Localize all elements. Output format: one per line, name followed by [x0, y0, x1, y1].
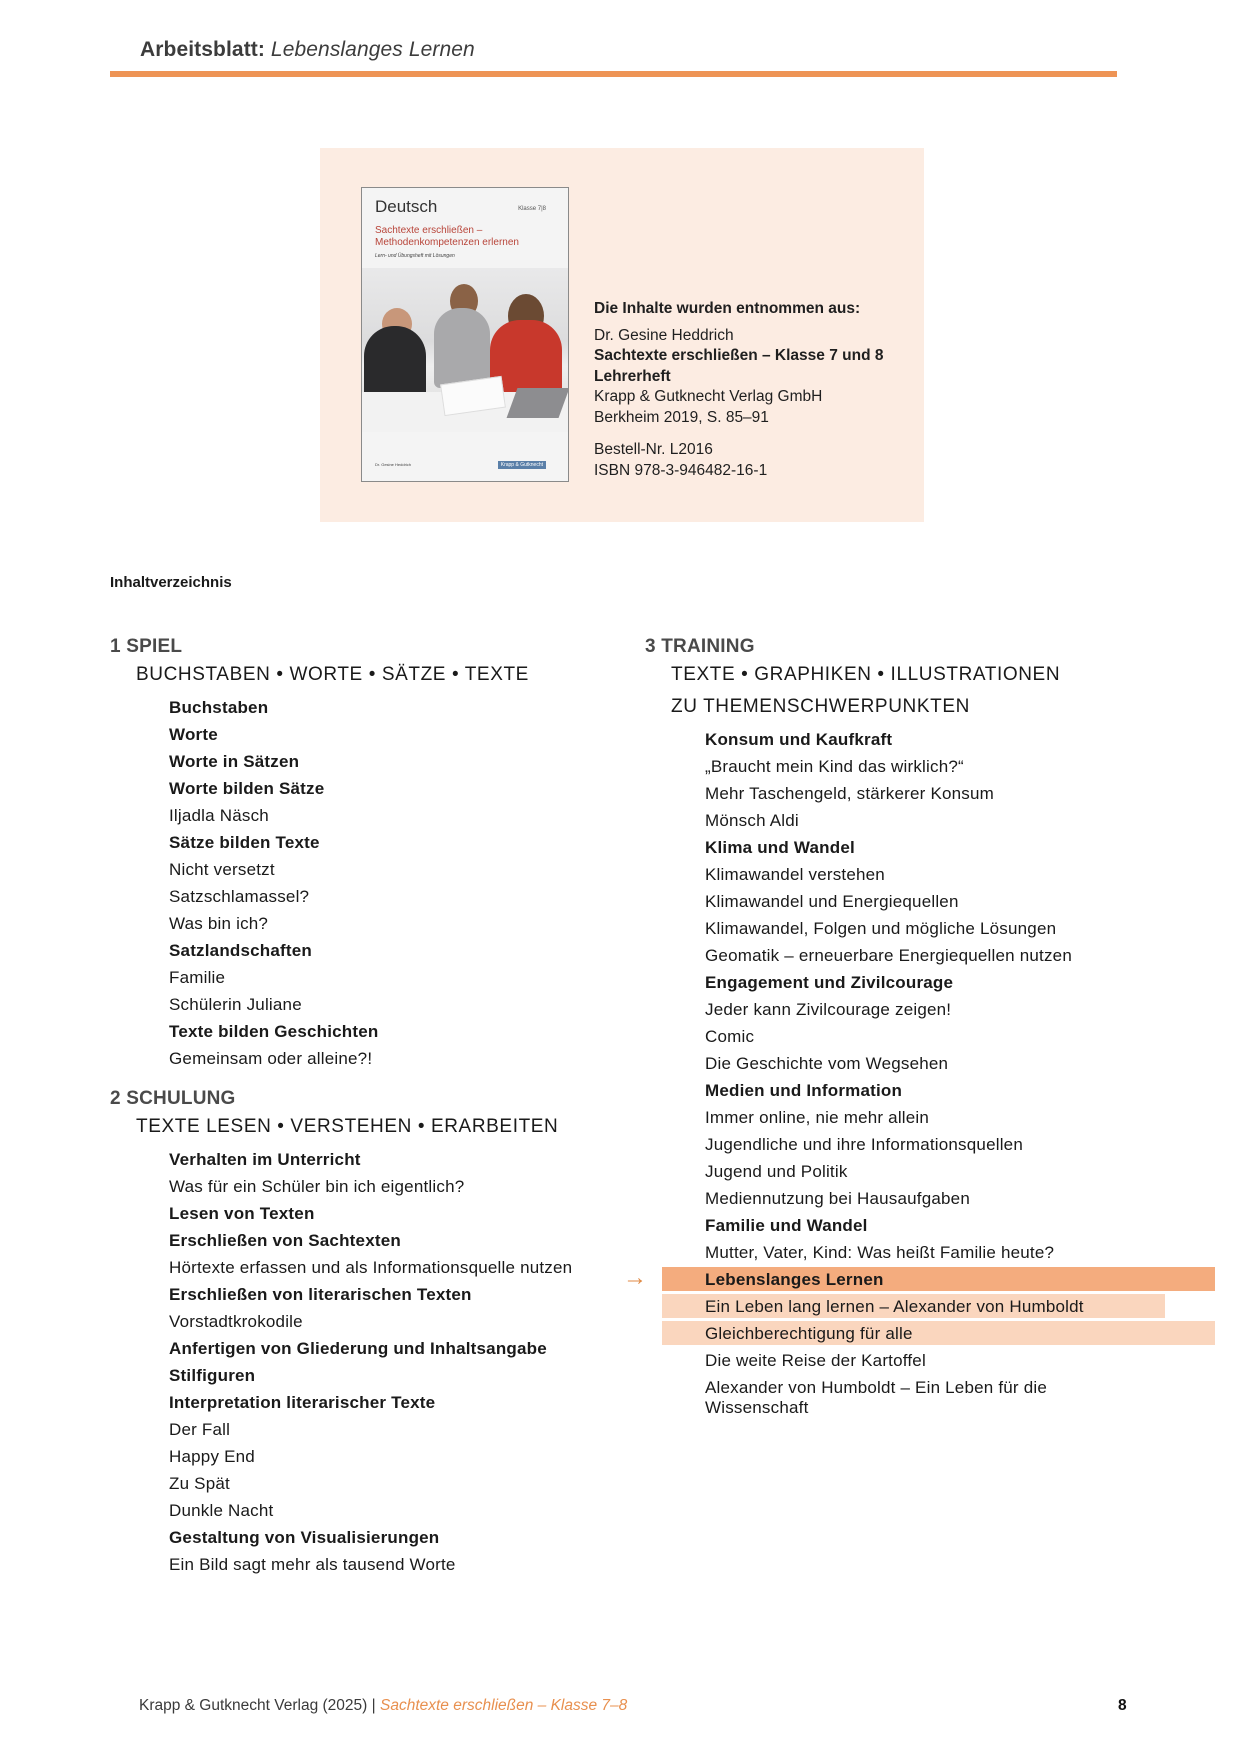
toc-entry-label: Nicht versetzt: [169, 860, 275, 879]
toc-entry-label: Gleichberechtigung für alle: [705, 1324, 913, 1343]
citation-place-year: Berkheim 2019, S. 85–91: [594, 408, 769, 426]
cover-author: Dr. Gesine Heddrich: [375, 462, 412, 467]
toc-entry-label: Was bin ich?: [169, 914, 269, 933]
toc-section[interactable]: [705, 1212, 1165, 1239]
toc-column-left: [110, 636, 630, 1578]
chapter-subtitle: ZU THEMENSCHWERPUNKTEN: [671, 696, 970, 717]
toc-entry[interactable]: [705, 996, 1165, 1023]
toc-entry[interactable]: [169, 1416, 630, 1443]
toc-chapter: [110, 1088, 630, 1578]
toc-entry-label: Klimawandel verstehen: [705, 865, 885, 884]
toc-entry-label: Happy End: [169, 1447, 255, 1466]
citation-lead: Die Inhalte wurden entnommen aus:: [594, 300, 861, 317]
toc-entry[interactable]: [169, 856, 630, 883]
toc-entry-label: Gemeinsam oder alleine?!: [169, 1049, 373, 1068]
toc-entry-label: Die weite Reise der Kartoffel: [705, 1351, 926, 1370]
worksheet-header: [140, 38, 475, 62]
toc-column-right: [623, 636, 1165, 1421]
toc-entry-label: Satzschlamassel?: [169, 887, 310, 906]
toc-entry[interactable]: [705, 915, 1165, 942]
toc-entry[interactable]: [705, 1131, 1165, 1158]
toc-entry-label: Immer online, nie mehr allein: [705, 1108, 930, 1127]
toc-entry-label: Verhalten im Unterricht: [169, 1150, 361, 1169]
citation-order-number: Bestell-Nr. L2016: [594, 441, 713, 458]
toc-entry-label: Alexander von Humboldt – Ein Leben für die Wissenschaft: [705, 1378, 1047, 1417]
cover-subject: Deutsch: [375, 197, 438, 216]
toc-entry[interactable]: [169, 802, 630, 829]
toc-entry[interactable]: [169, 1254, 579, 1281]
toc-section[interactable]: [169, 1389, 630, 1416]
page-number: 8: [1118, 1697, 1127, 1714]
toc-entry[interactable]: [705, 807, 1165, 834]
header-rule: [110, 71, 1117, 77]
toc-entry[interactable]: [169, 883, 630, 910]
toc-section[interactable]: [169, 694, 630, 721]
toc-entry[interactable]: [705, 1374, 1115, 1421]
citation-isbn: ISBN 978-3-946482-16-1: [594, 461, 768, 479]
toc-entry-label: Familie: [169, 968, 226, 987]
toc-entry[interactable]: [705, 780, 1165, 807]
toc-entry-label: Klimawandel, Folgen und mögliche Lösungen: [705, 919, 1057, 938]
chapter-title: 3 TRAINING: [645, 636, 755, 657]
header-title: Lebenslanges Lernen: [270, 38, 475, 61]
toc-section[interactable]: [169, 937, 630, 964]
toc-entry[interactable]: [705, 1320, 1165, 1347]
citation-author: Dr. Gesine Heddrich: [594, 326, 734, 344]
toc-entry-label: Erschließen von literarischen Texten: [169, 1285, 472, 1304]
toc-entry-label: Der Fall: [169, 1420, 231, 1439]
toc-entry[interactable]: [169, 1173, 630, 1200]
toc-entry-label: Familie und Wandel: [705, 1216, 868, 1235]
toc-heading: Inhaltverzeichnis: [110, 574, 232, 591]
toc-entry-label: Lesen von Texten: [169, 1204, 315, 1223]
toc-entry[interactable]: [169, 964, 630, 991]
citation-book-title: Sachtexte erschließen – Klasse 7 und 8: [594, 347, 884, 364]
toc-entry-label: Worte in Sätzen: [169, 752, 300, 771]
toc-item-list: [169, 1146, 630, 1578]
header-label: Arbeitsblatt:: [140, 38, 265, 61]
citation-publisher: Krapp & Gutknecht Verlag GmbH: [594, 388, 823, 405]
toc-entry-label: Comic: [705, 1027, 755, 1046]
toc-entry-label: Mediennutzung bei Hausaufgaben: [705, 1189, 970, 1208]
chapter-subtitle: TEXTE LESEN • VERSTEHEN • ERARBEITEN: [136, 1116, 559, 1137]
toc-entry[interactable]: [169, 1497, 630, 1524]
toc-entry[interactable]: [705, 1185, 1165, 1212]
toc-entry-label: Mönsch Aldi: [705, 811, 799, 830]
toc-entry[interactable]: [169, 1308, 630, 1335]
toc-entry-label: Interpretation literarischer Texte: [169, 1393, 436, 1412]
toc-item-list: [623, 726, 1165, 1421]
toc-section[interactable]: [169, 1335, 630, 1362]
toc-section[interactable]: [169, 1281, 630, 1308]
toc-entry[interactable]: [169, 1443, 630, 1470]
toc-section[interactable]: [705, 834, 1165, 861]
toc-entry-label: Worte bilden Sätze: [169, 779, 325, 798]
toc-entry[interactable]: [705, 1050, 1165, 1077]
toc-section[interactable]: [169, 1227, 630, 1254]
toc-section[interactable]: [169, 721, 630, 748]
toc-section[interactable]: [623, 1264, 1165, 1293]
toc-entry-label: Vorstadtkrokodile: [169, 1312, 303, 1331]
toc-entry-label: Texte bilden Geschichten: [169, 1022, 379, 1041]
toc-section[interactable]: [169, 1362, 630, 1389]
toc-section[interactable]: [169, 1018, 630, 1045]
toc-entry-label: Medien und Information: [705, 1081, 903, 1100]
toc-section[interactable]: [169, 748, 630, 775]
toc-entry-label: Erschließen von Sachtexten: [169, 1231, 401, 1250]
toc-item-list: [169, 694, 630, 1072]
toc-entry-label: Iljadla Näsch: [169, 806, 269, 825]
toc-entry[interactable]: [169, 910, 630, 937]
cover-title: Sachtexte erschließen – Methodenkompetenzen erlernen: [375, 225, 519, 248]
toc-entry[interactable]: [705, 1158, 1165, 1185]
chapter-title: 1 SPIEL: [110, 636, 183, 657]
toc-entry[interactable]: [705, 1347, 1165, 1374]
toc-entry-label: „Braucht mein Kind das wirklich?“: [705, 757, 964, 776]
toc-entry-label: Klima und Wandel: [705, 838, 855, 857]
toc-entry-label: Engagement und Zivilcourage: [705, 973, 954, 992]
toc-section[interactable]: [705, 1077, 1165, 1104]
cover-tagline: Lern- und Übungsheft mit Lösungen: [375, 253, 455, 259]
toc-entry-label: Dunkle Nacht: [169, 1501, 274, 1520]
toc-entry-label: Ein Bild sagt mehr als tausend Worte: [169, 1555, 456, 1574]
toc-section[interactable]: [169, 1524, 630, 1551]
cover-grade: Klasse 7|8: [518, 206, 546, 212]
chapter-subtitle: TEXTE • GRAPHIKEN • ILLUSTRATIONEN: [671, 664, 1061, 685]
toc-entry-label: Anfertigen von Gliederung und Inhaltsangabe: [169, 1339, 547, 1358]
toc-entry-label: Zu Spät: [169, 1474, 230, 1493]
citation-edition: Lehrerheft: [594, 367, 671, 385]
toc-entry-label: Gestaltung von Visualisierungen: [169, 1528, 440, 1547]
publisher-logo: Krapp & Gutknecht: [498, 461, 546, 469]
source-citation: [594, 299, 914, 481]
toc-entry[interactable]: [705, 1293, 1115, 1320]
toc-entry-label: Satzlandschaften: [169, 941, 313, 960]
toc-entry-label: Klimawandel und Energiequellen: [705, 892, 959, 911]
toc-entry-label: Was für ein Schüler bin ich eigentlich?: [169, 1177, 465, 1196]
toc-entry[interactable]: [705, 888, 1165, 915]
toc-section[interactable]: [169, 1200, 630, 1227]
toc-entry[interactable]: [169, 1045, 630, 1072]
arrow-right-icon: →: [623, 1264, 648, 1291]
toc-chapter: [110, 636, 630, 1072]
toc-entry[interactable]: [705, 1239, 1115, 1266]
toc-section[interactable]: [705, 726, 1165, 753]
toc-entry-label: Schülerin Juliane: [169, 995, 302, 1014]
toc-entry-label: Jugend und Politik: [705, 1162, 848, 1181]
toc-entry-label: Jeder kann Zivilcourage zeigen!: [705, 1000, 952, 1019]
toc-entry-label: Hörtexte erfassen und als Informationsquelle nutzen: [169, 1258, 573, 1277]
toc-entry[interactable]: [169, 1551, 630, 1578]
toc-entry-label: Ein Leben lang lernen – Alexander von Humboldt: [705, 1297, 1084, 1316]
toc-entry-label: Lebenslanges Lernen: [705, 1270, 884, 1289]
toc-entry-label: Mutter, Vater, Kind: Was heißt Familie heute?: [705, 1243, 1055, 1262]
toc-entry-label: Mehr Taschengeld, stärkerer Konsum: [705, 784, 995, 803]
footer-publisher: Krapp & Gutknecht Verlag (2025) |: [139, 1697, 376, 1714]
cover-photo: [362, 268, 568, 432]
chapter-subtitle: BUCHSTABEN • WORTE • SÄTZE • TEXTE: [136, 664, 529, 685]
toc-entry[interactable]: [705, 942, 1165, 969]
toc-entry-label: Konsum und Kaufkraft: [705, 730, 893, 749]
toc-section[interactable]: [169, 829, 630, 856]
toc-entry-label: Stilfiguren: [169, 1366, 256, 1385]
toc-entry-label: Die Geschichte vom Wegsehen: [705, 1054, 949, 1073]
chapter-title: 2 SCHULUNG: [110, 1088, 236, 1109]
page-footer: [139, 1697, 627, 1715]
toc-entry-label: Sätze bilden Texte: [169, 833, 320, 852]
toc-entry[interactable]: [169, 991, 630, 1018]
toc-chapter: [623, 636, 1165, 1421]
toc-entry[interactable]: [169, 1470, 630, 1497]
toc-section[interactable]: [169, 1146, 630, 1173]
toc-entry-label: Buchstaben: [169, 698, 269, 717]
toc-entry[interactable]: [705, 753, 1165, 780]
toc-entry[interactable]: [705, 1023, 1165, 1050]
book-cover: [361, 187, 569, 482]
toc-entry-label: Jugendliche und ihre Informationsquellen: [705, 1135, 1023, 1154]
toc-section[interactable]: [705, 969, 1165, 996]
toc-entry[interactable]: [705, 1104, 1165, 1131]
toc-entry[interactable]: [705, 861, 1165, 888]
toc-section[interactable]: [169, 775, 630, 802]
toc-entry-label: Geomatik – erneuerbare Energiequellen nutzen: [705, 946, 1072, 965]
footer-book-title: Sachtexte erschließen – Klasse 7–8: [379, 1697, 628, 1714]
toc-entry-label: Worte: [169, 725, 218, 744]
